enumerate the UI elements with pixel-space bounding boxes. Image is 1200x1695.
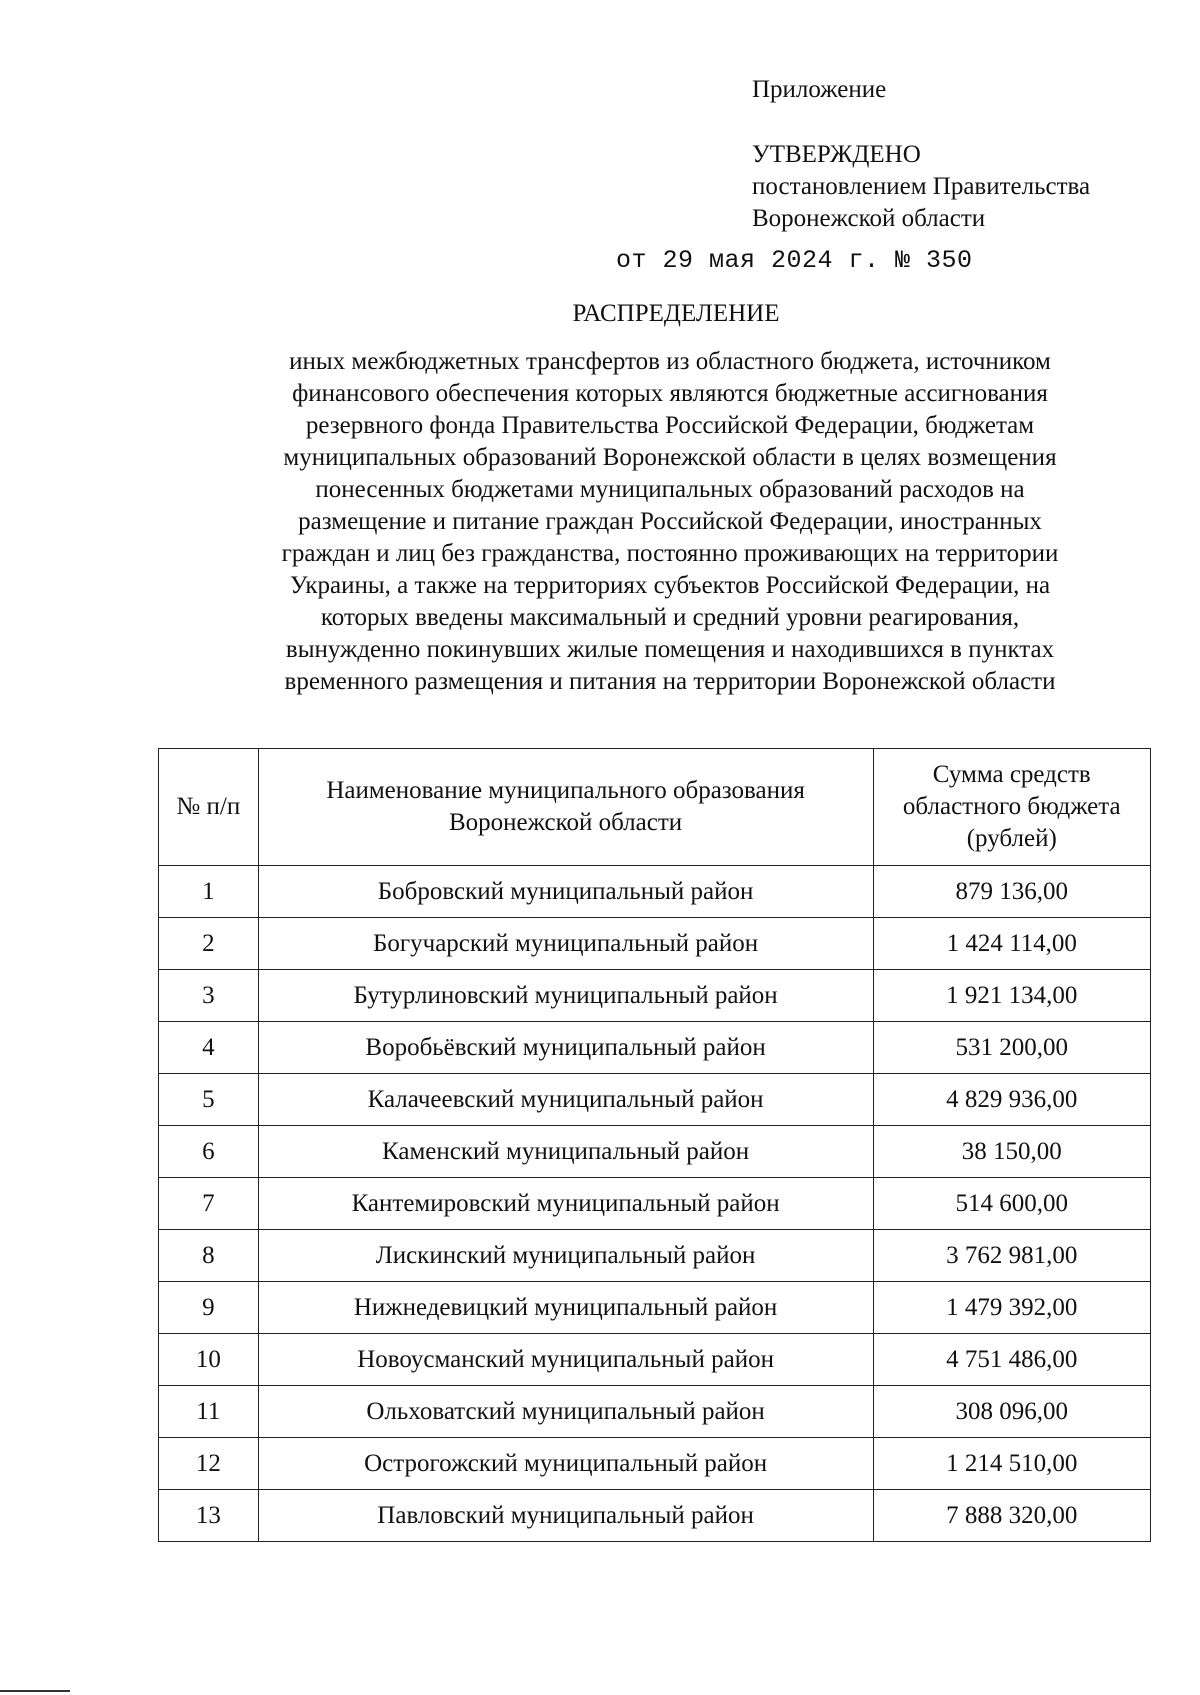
subtitle-line: размещение и питание граждан Российской Федерации, иностранных: [298, 508, 1042, 535]
header-sum-line-2: областного бюджета: [902, 793, 1121, 820]
subtitle-line: резервного фонда Правительства Российской Федерации, бюджетам: [305, 412, 1035, 439]
table-row: [159, 1230, 1151, 1282]
row-number: 10: [159, 1334, 259, 1386]
header-municipality-line-2: Воронежской области: [449, 809, 683, 836]
table-row: [159, 1022, 1151, 1074]
row-number: 12: [159, 1438, 259, 1490]
subtitle-line: финансового обеспечения которых являются бюджетные ассигнования: [292, 380, 1048, 407]
row-sum: 1 479 392,00: [873, 1282, 1150, 1334]
document-title: РАСПРЕДЕЛЕНИЕ: [572, 300, 780, 327]
row-municipality: Калачеевский муниципальный район: [258, 1074, 873, 1126]
row-municipality: Воробьёвский муниципальный район: [258, 1022, 873, 1074]
table-row: [159, 1490, 1151, 1542]
row-sum: 4 829 936,00: [873, 1074, 1150, 1126]
header-sum: [873, 749, 1150, 866]
scan-edge-mark: [0, 1690, 70, 1692]
document-subtitle: [200, 346, 1140, 698]
row-sum: 3 762 981,00: [873, 1230, 1150, 1282]
row-sum: 1 921 134,00: [873, 970, 1150, 1022]
row-sum: 1 214 510,00: [873, 1438, 1150, 1490]
row-sum: 4 751 486,00: [873, 1334, 1150, 1386]
row-sum: 514 600,00: [873, 1178, 1150, 1230]
approved-by-line-2: Воронежской области: [752, 205, 986, 232]
table-row: [159, 918, 1151, 970]
row-number: 9: [159, 1282, 259, 1334]
row-municipality: Лискинский муниципальный район: [258, 1230, 873, 1282]
row-number: 7: [159, 1178, 259, 1230]
appendix-label: Приложение: [752, 76, 887, 103]
header-municipality-line-1: Наименование муниципального образования: [326, 777, 805, 804]
table-row: [159, 1126, 1151, 1178]
row-number: 1: [159, 866, 259, 918]
table-row: [159, 866, 1151, 918]
approved-stamp: УТВЕРЖДЕНО: [752, 141, 921, 168]
subtitle-line: вынужденно покинувших жилые помещения и находившихся в пунктах: [285, 636, 1055, 663]
row-number: 4: [159, 1022, 259, 1074]
table-header-row: [159, 749, 1151, 866]
table-row: [159, 1282, 1151, 1334]
subtitle-line: граждан и лиц без гражданства, постоянно проживающих на территории: [281, 540, 1059, 567]
header-sum-line-3: (рублей): [966, 825, 1057, 852]
subtitle-line: Украины, а также на территориях субъектов Российской Федерации, на: [289, 572, 1051, 599]
table-row: [159, 970, 1151, 1022]
row-municipality: Каменский муниципальный район: [258, 1126, 873, 1178]
table-row: [159, 1074, 1151, 1126]
subtitle-line: иных межбюджетных трансфертов из областного бюджета, источником: [289, 348, 1051, 375]
row-municipality: Богучарский муниципальный район: [258, 918, 873, 970]
row-sum: 7 888 320,00: [873, 1490, 1150, 1542]
header-number: № п/п: [159, 749, 259, 866]
subtitle-line: которых введены максимальный и средний уровни реагирования,: [320, 604, 1020, 631]
row-municipality: Острогожский муниципальный район: [258, 1438, 873, 1490]
row-municipality: Бобровский муниципальный район: [258, 866, 873, 918]
row-number: 6: [159, 1126, 259, 1178]
table-row: [159, 1334, 1151, 1386]
table-row: [159, 1386, 1151, 1438]
row-municipality: Павловский муниципальный район: [258, 1490, 873, 1542]
approved-by-line-1: постановлением Правительства: [752, 173, 1091, 200]
row-sum: 531 200,00: [873, 1022, 1150, 1074]
header-sum-line-1: Сумма средств: [932, 761, 1091, 788]
subtitle-line: временного размещения и питания на территории Воронежской области: [284, 668, 1056, 695]
row-number: 8: [159, 1230, 259, 1282]
header-municipality: [258, 749, 873, 866]
distribution-table: [158, 748, 1151, 1542]
row-number: 5: [159, 1074, 259, 1126]
subtitle-line: муниципальных образований Воронежской области в целях возмещения: [283, 444, 1057, 471]
row-municipality: Бутурлиновский муниципальный район: [258, 970, 873, 1022]
row-number: 13: [159, 1490, 259, 1542]
row-municipality: Ольховатский муниципальный район: [258, 1386, 873, 1438]
subtitle-line: понесенных бюджетами муниципальных образований расходов на: [315, 476, 1025, 503]
row-number: 11: [159, 1386, 259, 1438]
row-number: 3: [159, 970, 259, 1022]
table-row: [159, 1178, 1151, 1230]
document-date-number: от 29 мая 2024 г. № 350: [616, 246, 973, 275]
row-municipality: Нижнедевицкий муниципальный район: [258, 1282, 873, 1334]
row-sum: 1 424 114,00: [873, 918, 1150, 970]
row-sum: 879 136,00: [873, 866, 1150, 918]
table-row: [159, 1438, 1151, 1490]
row-number: 2: [159, 918, 259, 970]
row-sum: 38 150,00: [873, 1126, 1150, 1178]
row-municipality: Новоусманский муниципальный район: [258, 1334, 873, 1386]
row-municipality: Кантемировский муниципальный район: [258, 1178, 873, 1230]
approval-block: [752, 74, 1090, 235]
row-sum: 308 096,00: [873, 1386, 1150, 1438]
